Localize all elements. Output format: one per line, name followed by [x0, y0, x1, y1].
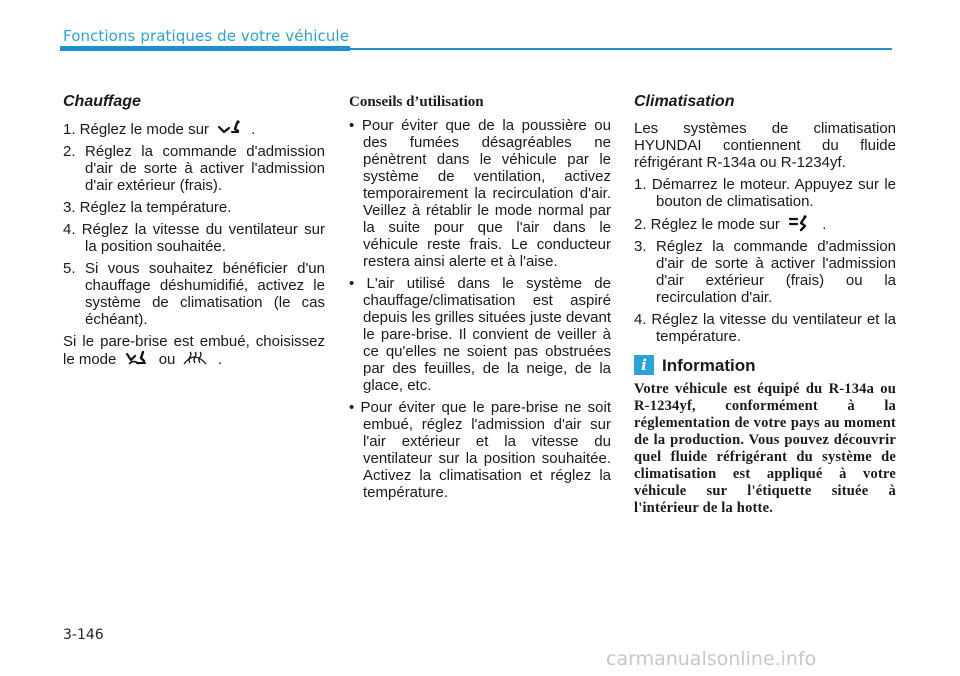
climatisation-title: Climatisation: [634, 93, 735, 110]
conseils-bullet-2: • L'air utilisé dans le système de chauffage/climatisation est aspiré depuis les grilles situées juste devant le pare-brise. Il convient de veiller à ce qu'elles ne soient pas obstruées par des feuilles, de la neige, de la glace, etc.: [349, 275, 611, 394]
column-chauffage: [63, 92, 325, 373]
info-icon: i: [634, 355, 654, 375]
climatisation-step-2: 2. Réglez le mode sur .: [634, 216, 827, 233]
chauffage-defog-paragraph: Si le pare-brise est embué, choisissez le mode ou .: [63, 333, 325, 368]
page-number: 3-146: [63, 627, 104, 643]
column-climatisation: [634, 92, 896, 517]
floor-mode-icon: [213, 120, 247, 137]
header-rule: [350, 48, 892, 50]
information-body: Votre véhicule est équipé du R-134a ou R-1234yf, conformément à la réglementation de votre pays au moment de la production. Vous pouvez découvrir quel fluide réfrigérant du système de climatisation est appliqué à votre véhicule sur l'étiquette située à l'intérieur de la hotte.: [634, 381, 896, 516]
conseils-title: Conseils d’utilisation: [349, 94, 484, 110]
climatisation-intro: Les systèmes de climatisation HYUNDAI contiennent du fluide réfrigérant R-134a ou R-1234yf.: [634, 120, 896, 171]
section-header-title: Fonctions pratiques de votre véhicule: [63, 27, 350, 45]
face-mode-icon: [784, 215, 818, 232]
floor-defrost-mode-icon: [121, 350, 155, 367]
climatisation-step-3: 3. Réglez la commande d'admission d'air de sorte à activer l'admission d'air extérieur (frais) ou la recirculation d'air.: [634, 238, 896, 306]
column-conseils: [349, 92, 611, 506]
climatisation-step-1: 1. Démarrez le moteur. Appuyez sur le bouton de climatisation.: [634, 176, 896, 210]
chauffage-step-1: 1. Réglez le mode sur .: [63, 121, 256, 138]
climatisation-step-4: 4. Réglez la vitesse du ventilateur et la température.: [634, 311, 896, 345]
conseils-bullet-3: • Pour éviter que le pare-brise ne soit embué, réglez l'admission d'air sur l'air extérieur et la vitesse du ventilateur sur la position souhaitée. Activez la climatisation et réglez la température.: [349, 399, 611, 501]
information-header: [634, 355, 896, 375]
windshield-defrost-icon: [180, 350, 214, 367]
watermark: carmanualsonline.info: [606, 648, 817, 670]
conseils-bullet-1: • Pour éviter que de la poussière ou des fumées désagréables ne pénètrent dans le véhicule par le système de ventilation, activez temporairement la recirculation d'air. Veillez à rétablir le mode normal par la suite pour que l'air dans le véhicule reste frais. Le conducteur restera ainsi alerte et à l'aise.: [349, 117, 611, 270]
chauffage-step-5: 5. Si vous souhaitez bénéficier d'un chauffage déshumidifié, activez le système de climatisation (le cas échéant).: [63, 260, 325, 328]
chauffage-step-3: 3. Réglez la température.: [63, 199, 232, 216]
information-title: Information: [662, 355, 756, 375]
chauffage-title: Chauffage: [63, 93, 141, 110]
header-accent-bar: [60, 46, 350, 51]
chauffage-step-4: 4. Réglez la vitesse du ventilateur sur la position souhaitée.: [63, 221, 325, 255]
chauffage-step-2: 2. Réglez la commande d'admission d'air de sorte à activer l'admission d'air extérieur (frais).: [63, 143, 325, 194]
